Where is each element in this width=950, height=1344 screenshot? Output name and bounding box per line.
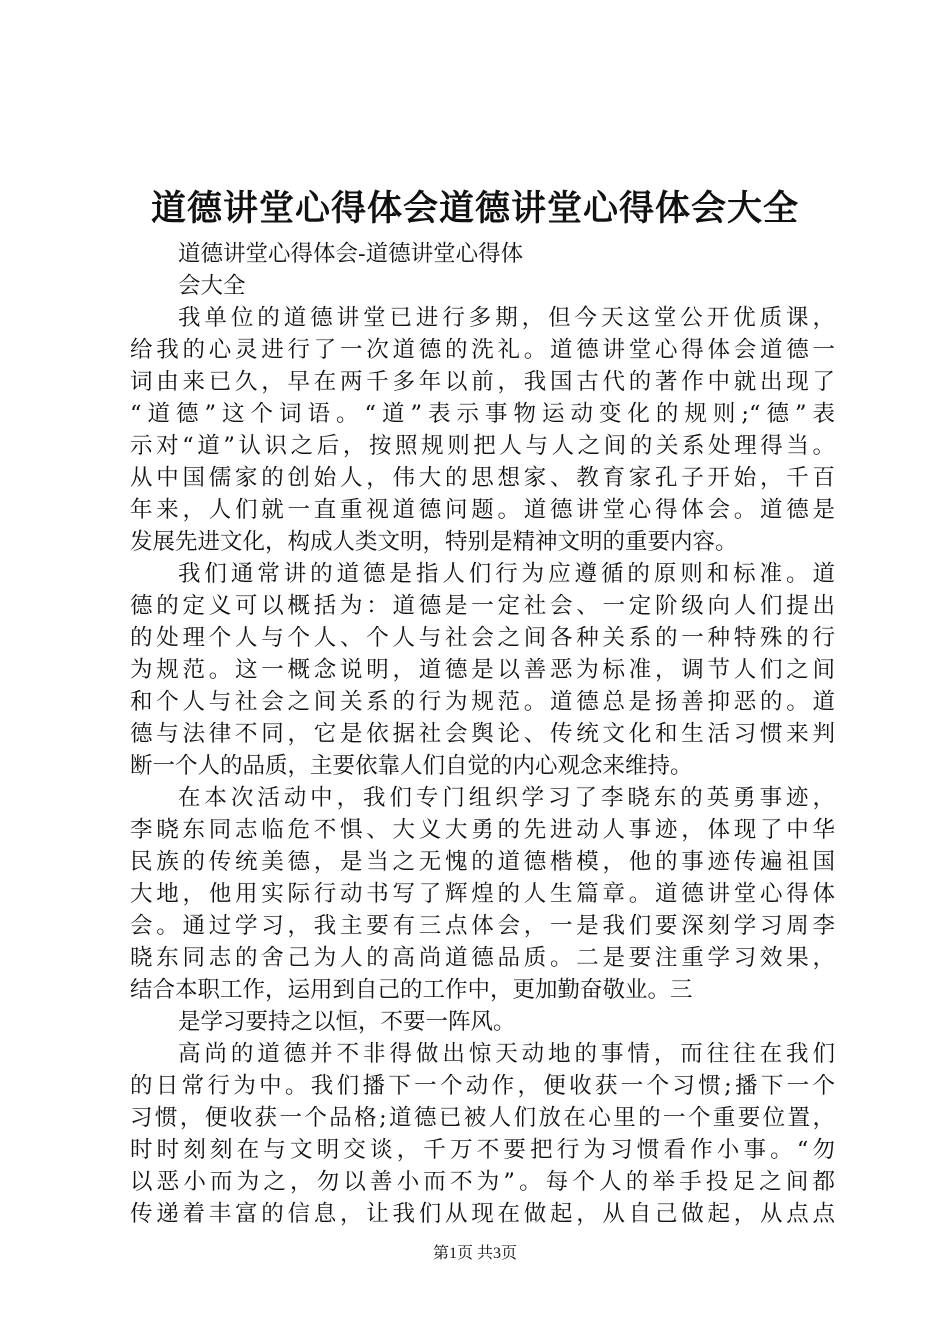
body-line: 高尚的道德并不非得做出惊天动地的事情，而往往在我们 xyxy=(178,1041,835,1067)
body-line: 在本次活动中，我们专门组织学习了李晓东的英勇事迹， xyxy=(178,785,835,811)
body-line: 结合本职工作，运用到自己的工作中，更加勤奋敬业。三 xyxy=(130,977,693,1003)
body-line: 民族的传统美德，是当之无愧的道德楷模，他的事迹传遍祖国 xyxy=(130,849,835,875)
body-line: 李晓东同志临危不惧、大义大勇的先进动人事迹，体现了中华 xyxy=(130,817,835,843)
body-line: 以恶小而为之，勿以善小而不为”。每个人的举手投足之间都 xyxy=(130,1169,835,1195)
body-line: 的处理个人与个人、个人与社会之间各种关系的一种特殊的行 xyxy=(130,625,835,651)
body-line: 和个人与社会之间关系的行为规范。道德总是扬善抑恶的。道 xyxy=(130,689,835,715)
body-line: 的日常行为中。我们播下一个动作，便收获一个习惯;播下一个 xyxy=(130,1073,835,1099)
body-line: 习惯，便收获一个品格;道德已被人们放在心里的一个重要位置， xyxy=(130,1105,835,1131)
body-line: 传递着丰富的信息，让我们从现在做起，从自己做起，从点点 xyxy=(130,1201,835,1227)
subtitle-line-1: 道德讲堂心得体会-道德讲堂心得体 xyxy=(178,241,524,267)
body-line: 为规范。这一概念说明，道德是以善恶为标准，调节人们之间 xyxy=(130,657,835,683)
body-line: 示对“道”认识之后，按照规则把人与人之间的关系处理得当。 xyxy=(130,433,835,459)
body-line: 德的定义可以概括为：道德是一定社会、一定阶级向人们提出 xyxy=(130,593,835,619)
body-line: 发展先进文化，构成人类文明，特别是精神文明的重要内容。 xyxy=(130,529,738,555)
body-line: 给我的心灵进行了一次道德的洗礼。道德讲堂心得体会道德一 xyxy=(130,337,835,363)
body-line: 我单位的道德讲堂已进行多期，但今天这堂公开优质课， xyxy=(178,305,835,331)
body-line: 我们通常讲的道德是指人们行为应遵循的原则和标准。道 xyxy=(178,561,835,587)
body-line: 大地，他用实际行动书写了辉煌的人生篇章。道德讲堂心得体 xyxy=(130,881,835,907)
body-line: 是学习要持之以恒，不要一阵风。 xyxy=(178,1009,516,1035)
body-line: 从中国儒家的创始人，伟大的思想家、教育家孔子开始，千百 xyxy=(130,465,835,491)
body-line: “道德”这个词语。“道”表示事物运动变化的规则;“德”表 xyxy=(130,401,835,427)
body-line: 会。通过学习，我主要有三点体会，一是我们要深刻学习周李 xyxy=(130,913,835,939)
body-line: 时时刻刻在与文明交谈，千万不要把行为习惯看作小事。“勿 xyxy=(130,1137,835,1163)
page-number-footer: 第1页 共3页 xyxy=(432,1245,517,1262)
document-title: 道德讲堂心得体会道德讲堂心得体会大全 xyxy=(150,189,799,229)
body-line: 德与法律不同，它是依据社会舆论、传统文化和生活习惯来判 xyxy=(130,721,835,747)
body-line: 断一个人的品质，主要依靠人们自觉的内心观念来维持。 xyxy=(130,753,693,779)
body-line: 年来，人们就一直重视道德问题。道德讲堂心得体会。道德是 xyxy=(130,497,835,523)
body-line: 词由来已久，早在两千多年以前，我国古代的著作中就出现了 xyxy=(130,369,835,395)
subtitle-line-2: 会大全 xyxy=(178,273,246,299)
body-line: 晓东同志的舍己为人的高尚道德品质。二是要注重学习效果， xyxy=(130,945,835,971)
